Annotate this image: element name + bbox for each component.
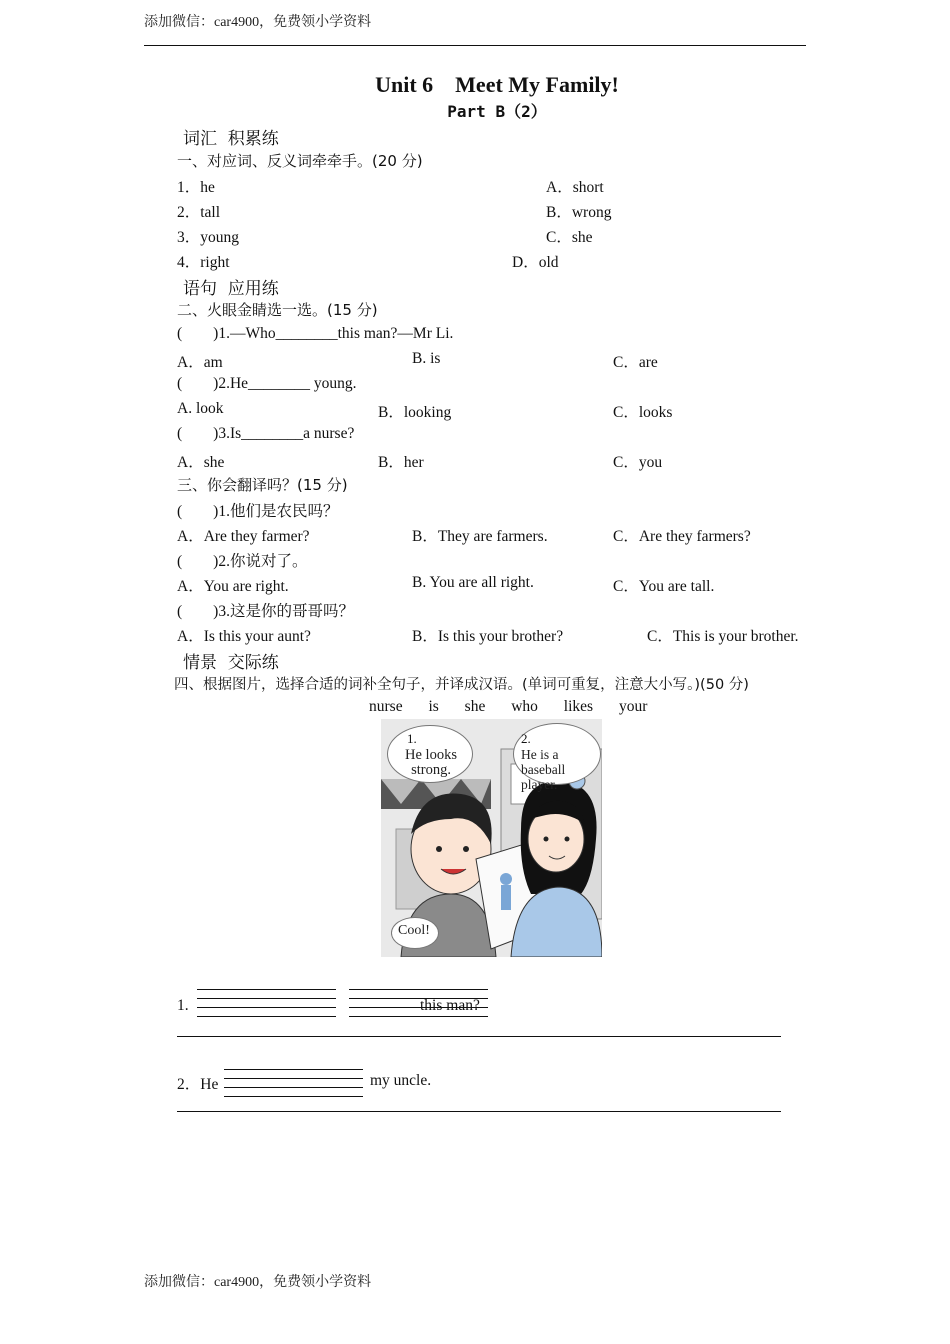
bubble-2-text: He is a baseball player.: [521, 747, 566, 792]
q3-stem: ( )3.这是你的哥哥吗？: [177, 603, 354, 620]
q2-stem: ( )2.He________ young.: [177, 375, 357, 392]
q3-option-b: B．Is this your brother?: [412, 628, 564, 645]
q1-left-item: 4．right: [177, 254, 230, 271]
page-footer: 添加微信：car4900，免费领小学资料: [144, 1275, 372, 1290]
q2-option-a: A．she: [177, 454, 225, 471]
q3-stem: ( )2.你说对了。: [177, 553, 308, 570]
q3-option-a: A．Is this your aunt?: [177, 628, 311, 645]
section-sentence-heading: 语句 应用练: [183, 279, 279, 299]
fill2-blank-line: [224, 1087, 363, 1088]
fill2-tail: my uncle.: [370, 1072, 432, 1089]
q3-option-c: C．You are tall.: [613, 578, 715, 595]
q3-option-b: B．They are farmers.: [412, 528, 548, 545]
word-bank-item: your: [618, 698, 648, 715]
q1-left-item: 3．young: [177, 229, 240, 246]
fill2-translation-line[interactable]: [177, 1111, 781, 1112]
q2-option-c: C．looks: [613, 404, 673, 421]
section-context-heading: 情景 交际练: [183, 653, 279, 673]
q4-heading: 四、根据图片，选择合适的词补全句子，并译成汉语。(单词可重复，注意大小写。)(50 分): [174, 677, 749, 693]
q1-right-item: C．she: [546, 229, 593, 246]
q2-option-b: B．her: [378, 454, 424, 471]
q1-left-item: 2．tall: [177, 204, 221, 221]
q3-option-a: A．Are they farmer?: [177, 528, 310, 545]
q2-stem: ( )1.—Who________this man?—Mr Li.: [177, 325, 454, 342]
q3-stem: ( )1.他们是农民吗？: [177, 503, 339, 520]
fill1-translation-line[interactable]: [177, 1036, 781, 1037]
fill1-blank-a-line: [197, 1007, 336, 1008]
bubble-2-number: 2.: [521, 731, 531, 746]
fill1-blank-b[interactable]: [349, 989, 488, 990]
q2-option-c: C．are: [613, 354, 658, 371]
q1-right-item: A．short: [546, 179, 604, 196]
word-bank-item: she: [464, 698, 486, 715]
q2-option-c: C．you: [613, 454, 663, 471]
word-bank-item: is: [428, 698, 439, 715]
q1-left-item: 1．he: [177, 179, 215, 196]
fill2-head: 2．He: [177, 1076, 219, 1093]
fill2-blank-line: [224, 1078, 363, 1079]
fill1-blank-a-line: [197, 1016, 336, 1017]
q2-option-a: A．am: [177, 354, 223, 371]
bubble-3-text: Cool!: [398, 923, 430, 938]
fill2-blank-line: [224, 1096, 363, 1097]
page-subtitle: Part B（2）: [447, 102, 547, 121]
q2-option-b: B. is: [412, 350, 441, 367]
word-bank: [369, 698, 647, 716]
q1-right-item: B．wrong: [546, 204, 612, 221]
fill1-blank-a[interactable]: [197, 989, 336, 990]
page-header: 添加微信：car4900，免费领小学资料: [144, 15, 372, 30]
header-rule: [144, 45, 806, 46]
word-bank-item: who: [511, 698, 538, 715]
q2-option-a: A. look: [177, 400, 224, 417]
q3-heading: 三、你会翻译吗？(15 分): [177, 476, 348, 494]
q3-option-c: C．This is your brother.: [647, 628, 799, 645]
word-bank-item: nurse: [369, 698, 403, 715]
fill1-number: 1.: [177, 997, 189, 1014]
comic-picture: [381, 719, 602, 957]
q2-heading: 二、火眼金睛选一选。(15 分): [177, 301, 378, 319]
fill1-blank-a-line: [197, 998, 336, 999]
q1-right-item: D．old: [512, 254, 559, 271]
fill1-blank-b-line: [349, 1016, 488, 1017]
bubble-1-text: He looks strong.: [405, 747, 457, 778]
page-title: Unit 6 Meet My Family!: [375, 72, 619, 97]
bubble-1-number: 1.: [407, 731, 417, 746]
word-bank-item: likes: [563, 698, 594, 715]
q3-option-b: B. You are all right.: [412, 574, 534, 591]
q3-option-a: A．You are right.: [177, 578, 289, 595]
q3-option-c: C．Are they farmers?: [613, 528, 751, 545]
q2-option-b: B．looking: [378, 404, 452, 421]
q2-stem: ( )3.Is________a nurse?: [177, 425, 355, 442]
q1-heading: 一、对应词、反义词牵牵手。(20 分): [177, 152, 423, 170]
section-vocab-heading: 词汇 积累练: [183, 129, 279, 149]
fill2-blank[interactable]: [224, 1069, 363, 1070]
fill1-tail: this man?: [420, 997, 480, 1014]
